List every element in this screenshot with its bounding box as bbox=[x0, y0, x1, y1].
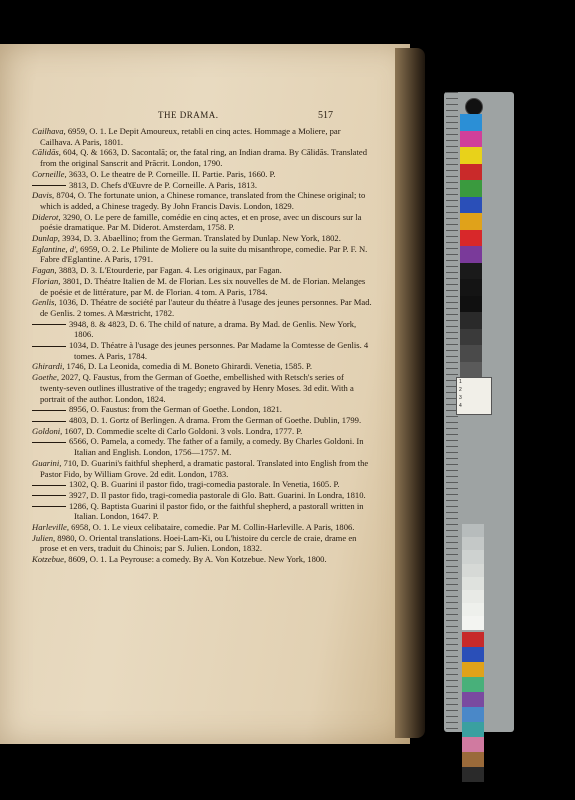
color-swatch bbox=[460, 296, 482, 313]
color-swatch bbox=[460, 213, 482, 230]
color-swatch bbox=[460, 329, 482, 346]
entry-text: 3934, D. 3. Abaellino; from the German. Translated by Dunlap. New York, 1802. bbox=[59, 233, 341, 244]
entry-text: 1036, D. Théatre de société par l'auteur du théatre à l'usage des jeunes personnes. Par Mad. de Genlis. 2 tomes. A Mæstricht, 1782. bbox=[40, 297, 372, 318]
catalog-entry bbox=[32, 265, 372, 276]
entry-text: 1034, D. Théatre à l'usage des jeunes personnes. Par Madame la Comtesse de Genlis. 4 tomes. A Paris, 1784. bbox=[69, 340, 369, 361]
catalog-entry bbox=[32, 212, 372, 233]
entry-author: Julien, bbox=[32, 532, 56, 543]
catalog-entry bbox=[32, 533, 372, 554]
entry-author: Cālidās, bbox=[32, 147, 61, 158]
entry-text: 1746, D. La Leonida, comedia di M. Boneto Ghirardi. Venetia, 1585. P. bbox=[64, 361, 312, 372]
running-head bbox=[0, 110, 410, 126]
color-swatch bbox=[462, 767, 484, 782]
color-swatch bbox=[460, 131, 482, 148]
ditto-dash bbox=[32, 485, 66, 486]
running-head-title: THE DRAMA. bbox=[158, 110, 219, 120]
color-swatch bbox=[460, 197, 482, 214]
catalog-entry bbox=[32, 361, 372, 372]
grey-swatch bbox=[462, 537, 484, 550]
color-swatch bbox=[462, 662, 484, 677]
entry-text: 3290, O. Le pere de famille, comédie en cinq actes, et en prose, avec un discours sur la poésie dramatique. Par M. Diderot. Amsterdam, 1758. P. bbox=[40, 211, 362, 233]
entry-text: 3883, D. 3. L'Etourderie, par Fagan. 4. Les originaux, par Fagan. bbox=[56, 265, 282, 276]
catalog-entry bbox=[32, 233, 372, 244]
entry-text: 8609, O. 1. La Peyrouse: a comedy. By A. Von Kotzebue. New York, 1800. bbox=[66, 554, 327, 565]
grey-swatch bbox=[462, 590, 484, 603]
entry-text: 4803, D. 1. Gortz of Berlingen. A drama. From the German of Goethe. Dublin, 1799. bbox=[69, 414, 362, 425]
grey-swatch bbox=[462, 603, 484, 616]
entry-text: 2027, Q. Faustus, from the German of Goethe, embellished with Retsch's series of twenty-seven outlines illustrative of the tragedy; engraved by Henry Moses. 3d edit. With a portrait of the author. London, 1824. bbox=[40, 372, 354, 404]
entry-author: Goldoni, bbox=[32, 425, 63, 436]
catalog-entry bbox=[32, 190, 372, 211]
catalog-entry bbox=[32, 522, 372, 533]
page-number: 517 bbox=[318, 110, 333, 121]
entry-author: Guarini, bbox=[32, 457, 62, 468]
entry-text: 6959, O. 1. Le Depit Amoureux, retabli en cinq actes. Hommage a Moliere, par Cailhava. A Paris, 1801. bbox=[40, 126, 341, 147]
color-swatch bbox=[462, 632, 484, 647]
color-swatch bbox=[460, 180, 482, 197]
entry-text: 8956, O. Faustus: from the German of Goethe. London, 1821. bbox=[69, 404, 282, 415]
entry-text: 8704, O. The fortunate union, a Chinese romance, translated from the Chinese original; to which is added, a Chinese tragedy. By John Francis Davis. London, 1829. bbox=[40, 190, 366, 211]
color-swatch-column bbox=[460, 114, 482, 411]
catalog-entry bbox=[32, 415, 372, 426]
entry-text: 6566, O. Pamela, a comedy. The father of a family, a comedy. By Charles Goldoni. In Italian and English. London, 1756—1757. M. bbox=[69, 436, 364, 458]
catalog-entry bbox=[32, 180, 372, 191]
label-line: 3 bbox=[459, 395, 462, 401]
catalog-entry bbox=[32, 426, 372, 437]
label-line: 1 bbox=[459, 379, 462, 385]
catalog-entry bbox=[32, 458, 372, 479]
entry-text: 604, Q. & 1663, D. Sacontalā; or, the fatal ring, an Indian drama. By Cālidās. Translated from the original Sanscrit and Prācrit. London, 1790. bbox=[40, 147, 367, 169]
catalog-entry bbox=[32, 276, 372, 297]
entry-author: Genlis, bbox=[32, 297, 57, 308]
entry-text: 1607, D. Commedie scelte di Carlo Goldoni. 3 vols. Londra, 1777. P. bbox=[62, 425, 303, 436]
catalog-entry bbox=[32, 297, 372, 318]
color-swatch bbox=[460, 345, 482, 362]
target-label-box bbox=[456, 377, 492, 415]
color-swatch bbox=[460, 263, 482, 280]
entry-text: 6958, O. 1. Le vieux celibataire, comedie. Par M. Collin-Harleville. A Paris, 1806. bbox=[69, 522, 355, 533]
catalog-entry bbox=[32, 554, 372, 565]
color-swatch bbox=[460, 114, 482, 131]
ditto-dash bbox=[32, 346, 66, 347]
color-swatch bbox=[460, 279, 482, 296]
ditto-dash bbox=[32, 442, 66, 443]
color-swatch bbox=[460, 230, 482, 247]
color-swatch bbox=[462, 707, 484, 722]
entry-text: 6959, O. 2. Le Philinte de Moliere ou la suite du misanthrope, comedie. Par P. F. N. Fabre d'Eglantine. A Paris, 1791. bbox=[40, 243, 368, 265]
entry-text: 3948, 8. & 4823, D. 6. The child of nature, a drama. By Mad. de Genlis. New York, 1806. bbox=[69, 318, 357, 340]
ditto-dash bbox=[32, 324, 66, 325]
color-swatch bbox=[460, 362, 482, 379]
grey-swatch bbox=[462, 550, 484, 563]
grey-scale-column bbox=[462, 524, 484, 630]
catalog-entry bbox=[32, 244, 372, 265]
entry-text: 3927, D. Il pastor fido, tragi-comedia pastorale di Glo. Batt. Guarini. In Londra, 1810. bbox=[69, 489, 366, 500]
color-swatch bbox=[460, 246, 482, 263]
grey-swatch bbox=[462, 616, 484, 629]
color-calibration-target bbox=[444, 92, 514, 732]
label-line: 4 bbox=[459, 403, 462, 409]
lower-swatch-column bbox=[462, 632, 484, 782]
catalog-entry bbox=[32, 126, 372, 147]
ditto-dash bbox=[32, 410, 66, 411]
entry-author: Kotzebue, bbox=[32, 554, 67, 565]
grey-swatch bbox=[462, 564, 484, 577]
catalog-entry bbox=[32, 404, 372, 415]
entry-text: 3813, D. Chefs d'Œuvre de P. Corneille. A Paris, 1813. bbox=[69, 179, 257, 190]
catalog-entry bbox=[32, 340, 372, 361]
color-swatch bbox=[462, 692, 484, 707]
entry-author: Cailhava, bbox=[32, 126, 66, 136]
entry-author: Eglantine, d', bbox=[32, 243, 78, 254]
book-spine bbox=[395, 48, 425, 738]
entry-author: Dunlap, bbox=[32, 233, 60, 244]
ditto-dash bbox=[32, 506, 66, 507]
grey-swatch bbox=[462, 577, 484, 590]
entry-author: Ghirardi, bbox=[32, 361, 65, 372]
color-swatch bbox=[462, 647, 484, 662]
entry-author: Goethe, bbox=[32, 372, 59, 383]
ditto-dash bbox=[32, 495, 66, 496]
entry-text: 3633, O. Le theatre de P. Corneille. II. Partie. Paris, 1660. P. bbox=[66, 168, 276, 179]
entry-author: Harleville, bbox=[32, 522, 69, 533]
color-swatch bbox=[460, 147, 482, 164]
catalog-entry bbox=[32, 147, 372, 168]
color-swatch bbox=[460, 164, 482, 181]
entry-text: 8980, O. Oriental translations. Hoei-Lam-Ki, ou L'histoire du cercle de craie, drame en prose et en vers, traduit du Chinois; par S. Julien. London, 1832. bbox=[40, 532, 357, 554]
catalog-entry bbox=[32, 490, 372, 501]
color-swatch bbox=[462, 677, 484, 692]
catalog-entry bbox=[32, 372, 372, 404]
color-swatch bbox=[462, 722, 484, 737]
catalog-entries bbox=[32, 126, 372, 565]
entry-text: 710, D. Guarini's faithful shepherd, a dramatic pastoral. Translated into English from the Pastor Fido, by William Grove. 2d edit. London, 1783. bbox=[40, 457, 369, 479]
color-swatch bbox=[460, 312, 482, 329]
catalog-entry bbox=[32, 169, 372, 180]
color-swatch bbox=[462, 737, 484, 752]
label-line: 2 bbox=[459, 387, 462, 393]
entry-author: Davis, bbox=[32, 190, 55, 201]
ditto-dash bbox=[32, 185, 66, 186]
entry-author: Fagan, bbox=[32, 265, 57, 276]
entry-text: 1302, Q. B. Guarini il pastor fido, tragi-comedia pastorale. In Venetia, 1605. P. bbox=[69, 479, 340, 490]
catalog-entry bbox=[32, 501, 372, 522]
entry-author: Diderot, bbox=[32, 211, 61, 222]
catalog-entry bbox=[32, 479, 372, 490]
ditto-dash bbox=[32, 421, 66, 422]
color-swatch bbox=[462, 752, 484, 767]
entry-text: 3801, D. Théatre Italien de M. de Florian. Les six nouvelles de M. de Florian. Melanges de poésie et de littérature, par M. de Florian. 4 tom. A Paris, 1784. bbox=[40, 275, 366, 297]
catalog-entry bbox=[32, 436, 372, 457]
grey-swatch bbox=[462, 524, 484, 537]
catalog-entry bbox=[32, 319, 372, 340]
entry-author: Corneille, bbox=[32, 168, 67, 179]
entry-text: 1286, Q. Baptista Guarini il pastor fido, or the faithful shepherd, a pastorall written in Italian. London, 1647. P. bbox=[69, 500, 364, 522]
entry-author: Florian, bbox=[32, 275, 61, 286]
